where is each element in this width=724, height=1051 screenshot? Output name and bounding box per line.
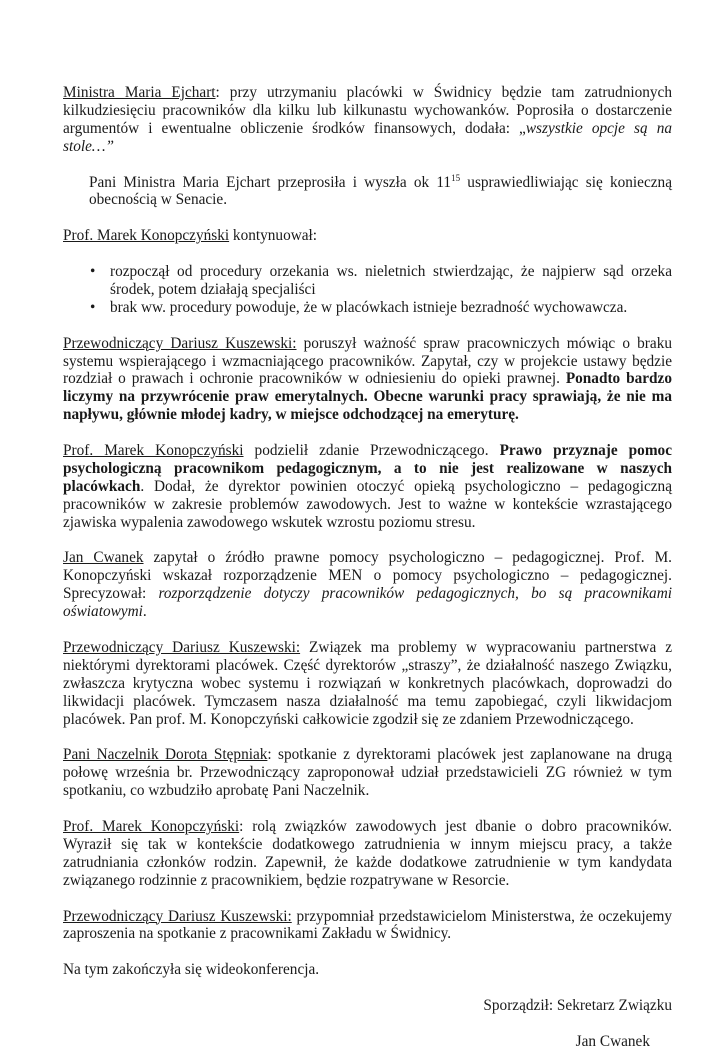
paragraph-kuszewski-partnership bbox=[63, 639, 672, 729]
bullet-list bbox=[63, 263, 672, 317]
paragraph-text: poruszył ważność spraw pracowniczych mówiąc o braku systemu wspierającego i wzmacniającego pracowników. Zapytał, czy w projekcie ustawy będzie rozdział o prawach i ochronie pracowników w odniesieniu do opieki prawnej. bbox=[63, 334, 672, 388]
italic-text: rozporządzenie dotyczy pracowników pedagogicznych, bo są pracownikami oświatowymi bbox=[63, 585, 672, 621]
speaker-name: Prof. Marek Konopczyński bbox=[63, 227, 230, 245]
paragraph-text: zapytał o źródło prawne pomocy psychologiczno – pedagogicznej. Prof. M. Konopczyński wskazał rozporządzenie MEN o pomocy psychologiczno – pedagogicznej. Sprecyzował: bbox=[63, 549, 672, 603]
paragraph-text: usprawiedliwiając się konieczną obecnością w Senacie. bbox=[89, 173, 672, 209]
paragraph-kuszewski-pension bbox=[63, 335, 672, 425]
paragraph-text: . bbox=[142, 603, 147, 621]
speaker-name: Prof. Marek Konopczyński bbox=[63, 442, 244, 460]
bold-text: Ponadto bardzo liczymy na przywrócenie praw emerytalnych. Obecne warunki pracy sprawiają, że nie ma napływu, głównie młodej kadry, w miejsce odchodzącej na emeryturę. bbox=[63, 370, 672, 424]
bullet-icon: • bbox=[90, 263, 96, 281]
list-item bbox=[63, 263, 672, 299]
paragraph-closing bbox=[63, 961, 672, 979]
list-item-text: rozpoczął od procedury orzekania ws. nieletnich stwierdzając, że najpierw sąd orzeka środek, potem działają specjaliści bbox=[110, 263, 672, 298]
paragraph-text: : spotkanie z dyrektorami placówek jest zaplanowane na drugą połowę września br. Przewodniczący zaproponował udział przedstawicieli ZG również w tym spotkaniu, co wzbudziło aprobatę Pani Naczelnik. bbox=[63, 746, 672, 800]
paragraph-kuszewski-invitation bbox=[63, 908, 672, 944]
paragraph-text: Pani Ministra Maria Ejchart przeprosiła i wyszła ok 11 bbox=[89, 173, 452, 191]
signature-role: Sporządził: Sekretarz Związku bbox=[483, 997, 672, 1015]
paragraph-text: Związek ma problemy w wypracowaniu partnerstwa z niektórymi dyrektorami placówek. Część dyrektorów „straszy”, że działalność naszego Związku, zwłaszcza krytyczna wobec systemu i rozwiązań w konkretnych placówkach, doprowadzi do likwidacji placówek. Tymczasem nasza działalność ma temu zapobiegać, czyli likwidacjom placówek. Pan prof. M. Konopczyński całkowicie zgodził się ze zdaniem Przewodniczącego. bbox=[63, 638, 672, 728]
signature-name: Jan Cwanek bbox=[575, 1032, 650, 1050]
paragraph-ejchart-leave bbox=[63, 174, 672, 210]
paragraph-text: podzielił zdanie Przewodniczącego. bbox=[243, 442, 500, 460]
bullet-icon: • bbox=[90, 298, 96, 316]
document-page bbox=[63, 84, 672, 1051]
speaker-name: Przewodniczący Dariusz Kuszewski: bbox=[63, 334, 297, 352]
time-minutes-superscript: 15 bbox=[451, 172, 461, 183]
paragraph-text: Na tym zakończyła się wideokonferencja. bbox=[63, 961, 320, 979]
paragraph-text: kontynuował: bbox=[229, 227, 318, 245]
paragraph-text: . Dodał, że dyrektor powinien otoczyć opieką psychologiczno – pedagogiczną pracowników w zakresie problemów zawodowych. Jest to ważne w kontekście wzrastającego zjawiska wypalenia zawodowego wskutek wzrostu poziomu stresu. bbox=[63, 477, 672, 531]
paragraph-text: : przy utrzymaniu placówki w Świdnicy będzie tam zatrudnionych kilkudziesięciu pracowników dla kilku lub kilkunastu wychowanków. Poprosiła o dostarczenie argumentów i ewentualne obliczenie środków finansowych, dodała: „ bbox=[63, 84, 672, 137]
paragraph-konopczynski-unions bbox=[63, 818, 672, 890]
bold-text: Prawo przyznaje pomoc psychologiczną pracownikom pedagogicznym, a to nie jest realizowane w naszych placówkach bbox=[63, 442, 672, 495]
paragraph-konopczynski-continued bbox=[63, 227, 672, 245]
paragraph-konopczynski-psych-support bbox=[63, 442, 672, 532]
paragraph-cwanek-question bbox=[63, 549, 672, 621]
list-item bbox=[63, 299, 672, 317]
paragraph-ejchart-statement bbox=[63, 84, 672, 156]
speaker-name: Jan Cwanek bbox=[63, 549, 144, 567]
quote-text: wszystkie opcje są na stole… bbox=[63, 119, 672, 155]
paragraph-stepniak-meeting bbox=[63, 746, 672, 800]
speaker-name: Ministra Maria Ejchart bbox=[63, 84, 216, 101]
speaker-name: Pani Naczelnik Dorota Stępniak bbox=[63, 746, 268, 764]
quote-close: ” bbox=[105, 137, 115, 155]
speaker-name: Przewodniczący Dariusz Kuszewski: bbox=[63, 638, 301, 656]
list-item-text: brak ww. procedury powoduje, że w placówkach istnieje bezradność wychowawcza. bbox=[110, 298, 628, 316]
paragraph-text: : rolą związków zawodowych jest dbanie o dobro pracowników. Wyraził się tak w kontekście dodatkowego zatrudnienia w innym miejscu pracy, a także zatrudniania członków rodzin. Zapewnił, że każde dodatkowe zatrudnienie w tym kandydata związanego rodzinnie z pracownikiem, będzie rozpatrywane w Resorcie. bbox=[63, 818, 672, 889]
paragraph-text: przypomniał przedstawicielom Ministerstwa, że oczekujemy zaproszenia na spotkanie z pracownikami Zakładu w Świdnicy. bbox=[63, 907, 672, 943]
speaker-name: Przewodniczący Dariusz Kuszewski: bbox=[63, 907, 292, 925]
speaker-name: Prof. Marek Konopczyński bbox=[63, 818, 240, 836]
